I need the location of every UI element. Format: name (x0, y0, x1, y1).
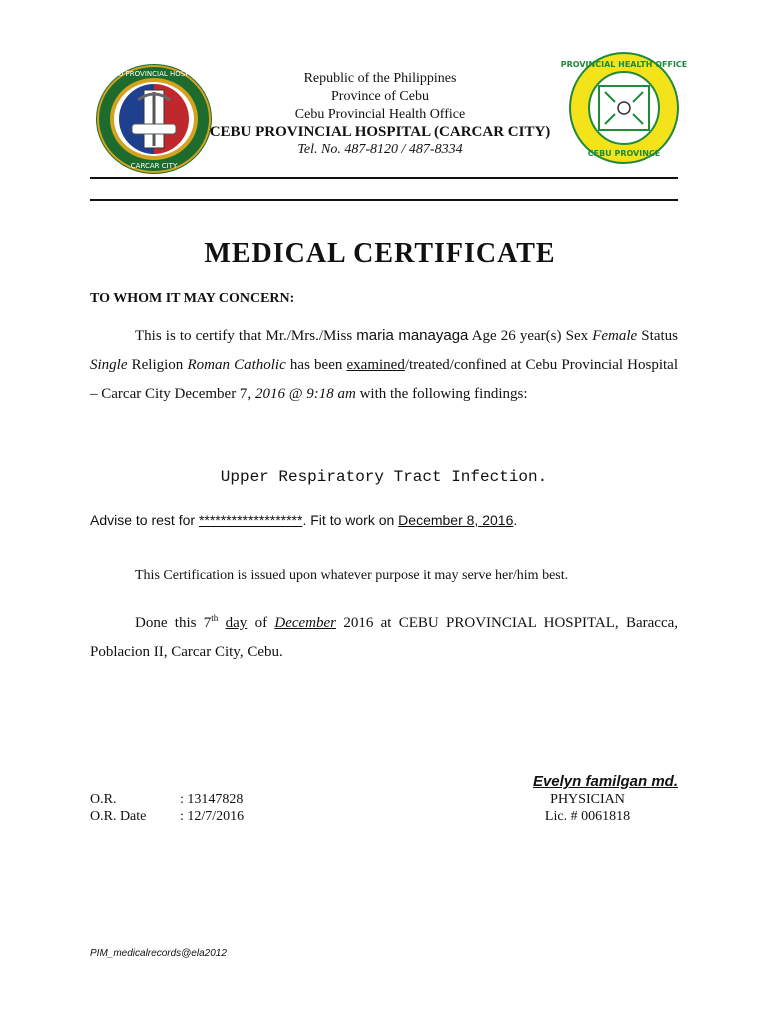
physician-license: Lic. # 0061818 (544, 809, 631, 824)
issuance-text: Done this (135, 615, 204, 631)
certify-text: with the following findings: (355, 386, 528, 402)
or-date-value: : 12/7/2016 (180, 809, 245, 824)
issue-day-suffix: th (211, 613, 219, 623)
physician-title: PHYSICIAN (550, 792, 625, 807)
issuance-paragraph (90, 609, 678, 667)
header-republic: Republic of the Philippines (303, 71, 457, 86)
physician-name: Evelyn familgan md. (532, 773, 678, 790)
patient-status: Single (90, 357, 128, 373)
header-health-office: Cebu Provincial Health Office (294, 107, 466, 122)
exam-datetime: 2016 @ 9:18 am (254, 386, 356, 402)
issue-day-number: 7 (203, 615, 212, 631)
header-province: Province of Cebu (331, 89, 429, 104)
purpose-paragraph: This Certification is issued upon whatever purpose it may serve her/him best. (135, 568, 569, 583)
advise-text: . Fit to work on (302, 512, 399, 528)
patient-religion: Roman Catholic (187, 357, 286, 373)
salutation: TO WHOM IT MAY CONCERN: (90, 291, 295, 306)
or-date-row (90, 809, 244, 825)
header-telephone: Tel. No. 487-8120 / 487-8334 (297, 142, 463, 157)
certify-text: Status (637, 328, 678, 344)
day-word: day (225, 615, 248, 631)
advise-text: Advise to rest for (90, 512, 199, 528)
logo-right-bottom-text: CEBU PROVINCE (587, 149, 661, 158)
certify-text: Religion (127, 357, 188, 373)
issue-month: December (274, 615, 337, 631)
logo-right-top-text: PROVINCIAL HEALTH OFFICE (560, 60, 688, 69)
certify-text: /treated/confined at Cebu Provincial Hospital – Carcar City December 7, (90, 357, 678, 402)
or-number-row (90, 792, 243, 808)
footer-reference: PIM_medicalrecords@ela2012 (90, 948, 227, 959)
certify-text: This is to certify that Mr./Mrs./Miss (135, 328, 357, 344)
advise-text: . (513, 512, 518, 528)
patient-sex: Female (592, 328, 638, 344)
rest-period: ******************* (198, 512, 303, 528)
certify-text: has been (285, 357, 347, 373)
certify-text: year(s) Sex (515, 328, 593, 344)
issuance-text: of (247, 615, 275, 631)
examined-text: examined (346, 357, 405, 373)
patient-age: 26 (500, 328, 516, 344)
header-divider-top (90, 177, 678, 179)
diagnosis-findings: Upper Respiratory Tract Infection. (220, 468, 548, 486)
header-hospital-name: CEBU PROVINCIAL HOSPITAL (CARCAR CITY) (209, 124, 551, 140)
advise-line (90, 512, 517, 528)
certify-text: Age (468, 328, 501, 344)
issuance-text: 2016 at CEBU PROVINCIAL HOSPITAL, Baracca, Poblacion II, Carcar City, Cebu. (90, 615, 679, 660)
logo-left-bottom-text: CARCAR CITY (130, 162, 178, 170)
fit-to-work-date: December 8, 2016 (398, 512, 514, 528)
or-date-label: O.R. Date (90, 809, 147, 824)
document-title: MEDICAL CERTIFICATE (204, 238, 556, 269)
logo-left-top-text: CEBU PROVINCIAL HOSPITAL (104, 70, 204, 78)
certification-paragraph (90, 321, 678, 409)
or-number-label: O.R. (90, 792, 117, 807)
or-number-value: : 13147828 (180, 792, 244, 807)
issuance-text (218, 615, 225, 631)
header-divider-bottom (90, 199, 678, 201)
patient-name: maria manayaga (356, 327, 469, 344)
